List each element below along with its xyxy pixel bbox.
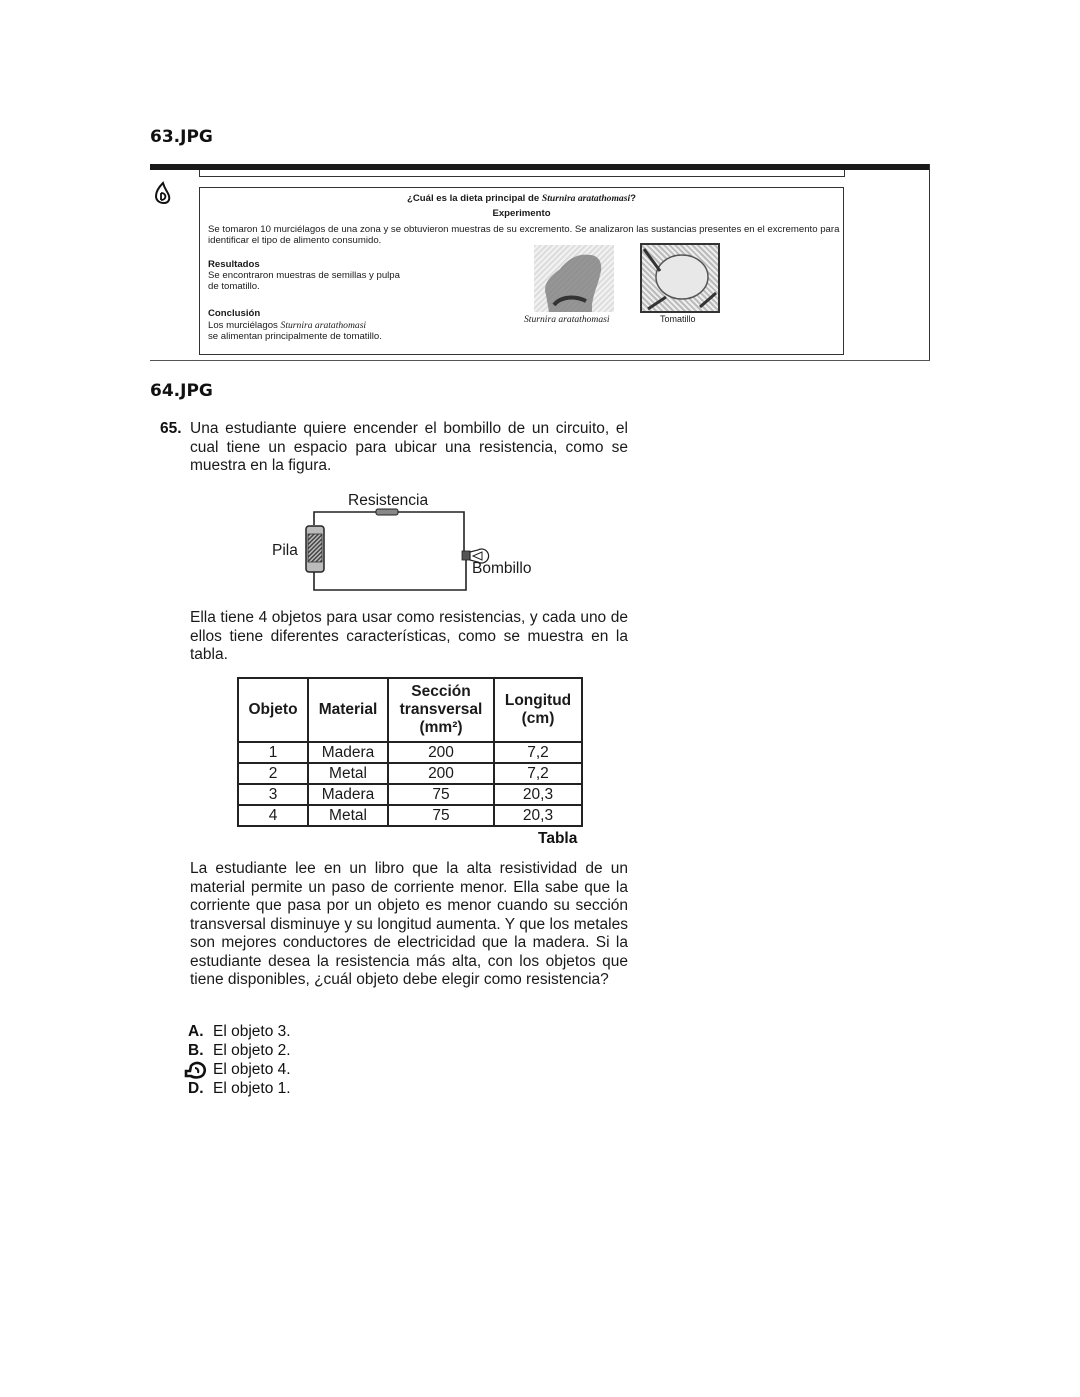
cell-longitud: 20,3 <box>494 784 582 805</box>
option-letter: D. <box>188 1080 204 1097</box>
header-seccion: Sección transversal (mm²) <box>388 678 494 742</box>
cell-objeto: 2 <box>238 763 308 784</box>
option-text: El objeto 2. <box>213 1042 291 1059</box>
cell-seccion: 75 <box>388 805 494 826</box>
cell-longitud: 20,3 <box>494 805 582 826</box>
file-label-64: 64.JPG <box>150 381 213 401</box>
option-letter: A. <box>188 1023 204 1040</box>
right-border <box>929 164 931 361</box>
table-row <box>238 805 582 826</box>
conclusion-text: Los murciélagos Sturnira aratathomasi se alimentan principalmente de tomatillo. <box>208 320 382 342</box>
experiment-box <box>199 187 844 355</box>
question-number: 65. <box>160 420 182 437</box>
table-row <box>238 742 582 763</box>
results-heading: Resultados <box>208 259 260 270</box>
previous-box-edge <box>199 170 845 177</box>
table-caption: Tabla <box>538 830 578 847</box>
option-letter: B. <box>188 1042 204 1059</box>
option-b[interactable] <box>188 1041 291 1060</box>
cell-longitud: 7,2 <box>494 742 582 763</box>
question-body: La estudiante lee en un libro que la alta resistividad de un material permite un paso de corriente menor. Ella sabe que la corriente que pasa por un objeto es menor cuando su sección transversal disminuye y su longitud aumenta. Y que los metales son mejores conductores de electricidad que la madera. Si la estudiante desea la resistencia más alta, con los objetos que tiene disponibles, ¿cuál objeto debe elegir como resistencia? <box>190 860 628 988</box>
bottom-border <box>150 360 930 362</box>
question-title: ¿Cuál es la dieta principal de Sturnira aratathomasi? <box>406 193 636 204</box>
resistor-label: Resistencia <box>348 492 429 509</box>
cell-objeto: 1 <box>238 742 308 763</box>
file-label-63: 63.JPG <box>150 127 213 147</box>
tomatillo-photo <box>640 243 720 313</box>
table-row <box>238 763 582 784</box>
header-objeto: Objeto <box>238 678 308 742</box>
cell-longitud: 7,2 <box>494 763 582 784</box>
bat-photo-caption: Sturnira aratathomasi <box>524 314 610 325</box>
option-a[interactable] <box>188 1022 291 1041</box>
bat-photo <box>534 245 614 312</box>
cell-material: Madera <box>308 742 388 763</box>
cell-objeto: 3 <box>238 784 308 805</box>
answer-options <box>188 1022 291 1098</box>
table-header-row <box>238 678 582 742</box>
header-longitud: Longitud (cm) <box>494 678 582 742</box>
option-d[interactable] <box>188 1079 291 1098</box>
cell-material: Madera <box>308 784 388 805</box>
cell-objeto: 4 <box>238 805 308 826</box>
table-row <box>238 784 582 805</box>
circuit-diagram <box>268 490 548 600</box>
cell-seccion: 200 <box>388 763 494 784</box>
objects-table <box>237 677 583 827</box>
bulb-label: Bombillo <box>472 560 532 577</box>
handwritten-answer-mark-icon <box>153 181 173 205</box>
option-c[interactable] <box>188 1060 291 1079</box>
results-text: Se encontraron muestras de semillas y pulpa de tomatillo. <box>208 270 400 292</box>
cell-material: Metal <box>308 805 388 826</box>
scanned-image-63 <box>150 164 930 361</box>
option-text: El objeto 3. <box>213 1023 291 1040</box>
cell-seccion: 75 <box>388 784 494 805</box>
cell-material: Metal <box>308 763 388 784</box>
experiment-heading: Experimento <box>492 208 551 219</box>
header-material: Material <box>308 678 388 742</box>
conclusion-heading: Conclusión <box>208 308 261 319</box>
option-text: El objeto 1. <box>213 1080 291 1097</box>
tomatillo-photo-caption: Tomatillo <box>660 314 696 324</box>
scanned-image-64 <box>150 410 650 1110</box>
table-intro: Ella tiene 4 objetos para usar como resistencias, y cada uno de ellos tiene diferentes características, como se muestra en la tabla. <box>190 609 628 663</box>
handwritten-answer-mark-icon <box>184 1061 208 1079</box>
cell-seccion: 200 <box>388 742 494 763</box>
question-intro: Una estudiante quiere encender el bombillo de un circuito, el cual tiene un espacio para ubicar una resistencia, como se muestra en la figura. <box>190 420 628 474</box>
option-text: El objeto 4. <box>213 1061 291 1078</box>
battery-label: Pila <box>272 542 298 559</box>
experiment-description: Se tomaron 10 murciélagos de una zona y se obtuvieron muestras de su excremento. Se analizaron las sustancias presentes en el excremento para identificar el tipo de alimento consumido. <box>208 224 840 246</box>
